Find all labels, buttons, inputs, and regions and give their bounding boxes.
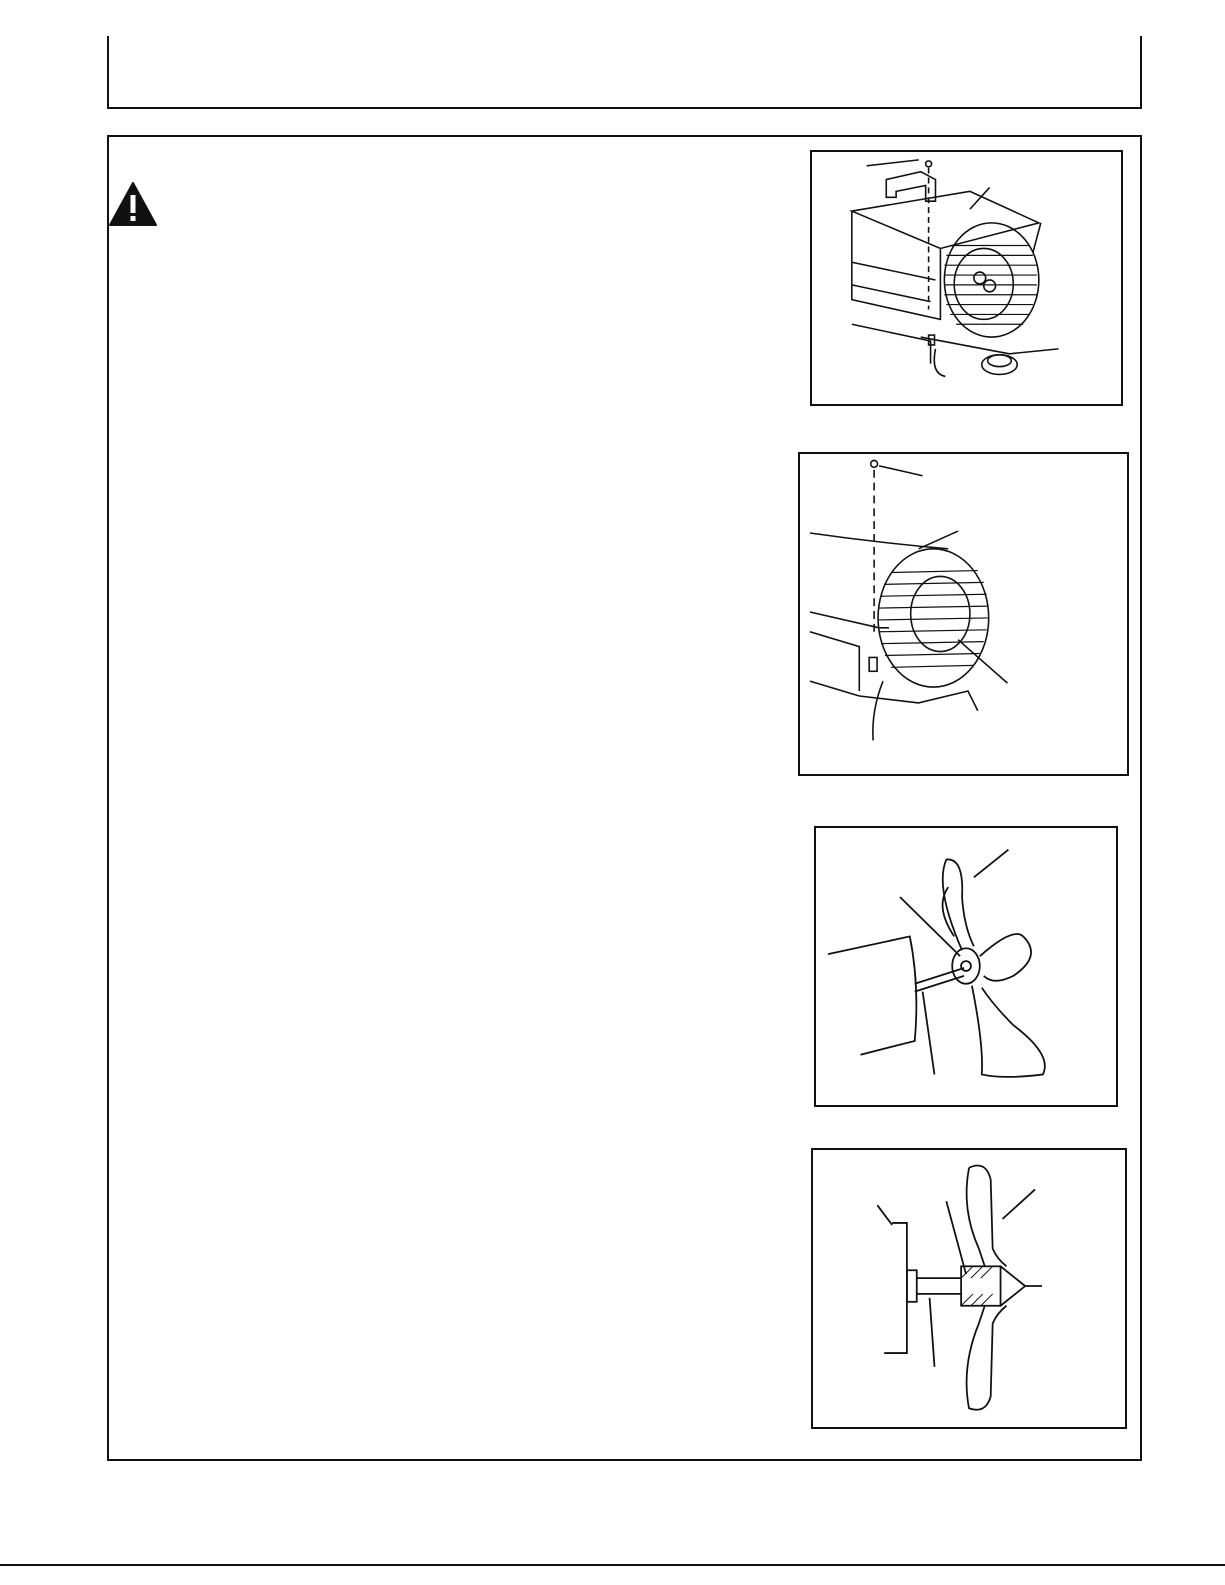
fan-cross-section-illustration <box>813 1150 1125 1427</box>
figure-heater-fan-guard <box>798 452 1129 776</box>
heater-top-shell-illustration <box>812 152 1121 404</box>
figure-heater-top-shell <box>810 150 1123 406</box>
figure-fan-cross-section <box>811 1148 1127 1429</box>
heater-fan-guard-illustration <box>800 454 1127 774</box>
figure-fan-blade-motor <box>814 826 1118 1107</box>
header-box <box>107 36 1142 109</box>
bottom-rule <box>0 1564 1225 1566</box>
fan-blade-motor-illustration <box>816 828 1116 1105</box>
warning-triangle-icon <box>108 181 158 227</box>
